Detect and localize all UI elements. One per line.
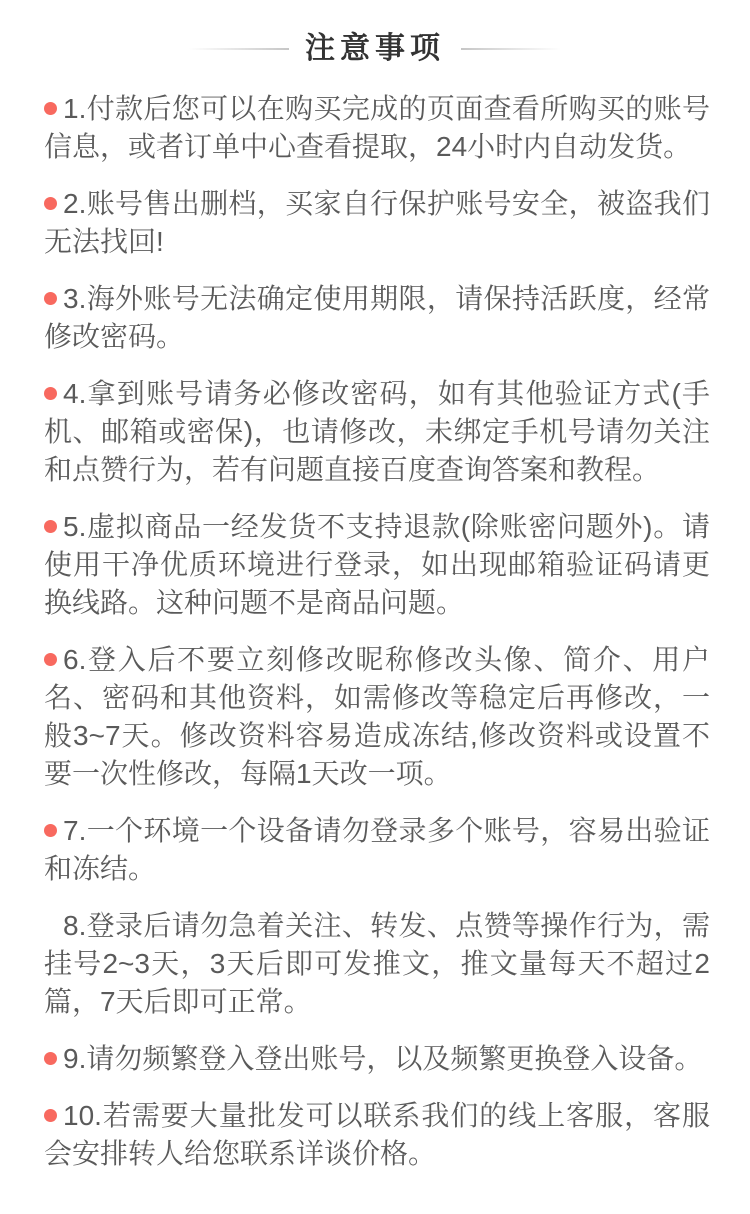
page-title: 注意事项 bbox=[305, 32, 445, 65]
notice-text: 3.海外账号无法确定使用期限，请保持活跃度，经常修改密码。 bbox=[44, 283, 710, 352]
notice-text: 2.账号售出删档，买家自行保护账号安全，被盗我们无法找回! bbox=[44, 188, 710, 257]
bullet-dot-icon bbox=[44, 520, 57, 533]
bullet-dot-icon bbox=[44, 653, 57, 666]
notice-text: 10.若需要大量批发可以联系我们的线上客服，客服会安排转人给您联系详谈价格。 bbox=[44, 1100, 710, 1169]
notice-text: 5.虚拟商品一经发货不支持退款(除账密问题外)。请使用干净优质环境进行登录，如出现邮箱验证码请更换线路。这种问题不是商品问题。 bbox=[44, 511, 710, 618]
bullet-dot-icon bbox=[44, 919, 57, 932]
notice-text: 7.一个环境一个设备请勿登录多个账号，容易出验证和冻结。 bbox=[44, 815, 710, 884]
bullet-dot-icon bbox=[44, 102, 57, 115]
bullet-dot-icon bbox=[44, 824, 57, 837]
notice-item bbox=[44, 280, 710, 356]
notice-text: 9.请勿频繁登入登出账号，以及频繁更换登入设备。 bbox=[63, 1043, 703, 1074]
header-divider-right bbox=[461, 48, 561, 50]
bullet-dot-icon bbox=[44, 1052, 57, 1065]
header-divider-left bbox=[189, 48, 289, 50]
notice-header bbox=[0, 0, 750, 65]
notice-item bbox=[44, 508, 710, 622]
bullet-dot-icon bbox=[44, 1109, 57, 1122]
notice-item bbox=[44, 185, 710, 261]
notice-text: 6.登入后不要立刻修改昵称修改头像、简介、用户名、密码和其他资料，如需修改等稳定后再修改，一般3~7天。修改资料容易造成冻结,修改资料或设置不要一次性修改，每隔1天改一项。 bbox=[44, 644, 710, 789]
notice-list bbox=[0, 90, 750, 1214]
notice-text: 4.拿到账号请务必修改密码，如有其他验证方式(手机、邮箱或密保)，也请修改，未绑定手机号请勿关注和点赞行为，若有问题直接百度查询答案和教程。 bbox=[44, 378, 710, 485]
bullet-dot-icon bbox=[44, 197, 57, 210]
notice-item bbox=[44, 641, 710, 793]
notice-text: 1.付款后您可以在购买完成的页面查看所购买的账号信息，或者订单中心查看提取，24小时内自动发货。 bbox=[44, 93, 710, 162]
notice-item bbox=[44, 907, 710, 1021]
notice-item bbox=[44, 1040, 710, 1078]
notice-item bbox=[44, 1097, 710, 1173]
bullet-dot-icon bbox=[44, 387, 57, 400]
notice-text: 8.登录后请勿急着关注、转发、点赞等操作行为，需挂号2~3天，3天后即可发推文，推文量每天不超过2篇，7天后即可正常。 bbox=[44, 910, 710, 1017]
notice-item bbox=[44, 90, 710, 166]
bullet-dot-icon bbox=[44, 292, 57, 305]
notice-item bbox=[44, 812, 710, 888]
notice-item bbox=[44, 375, 710, 489]
